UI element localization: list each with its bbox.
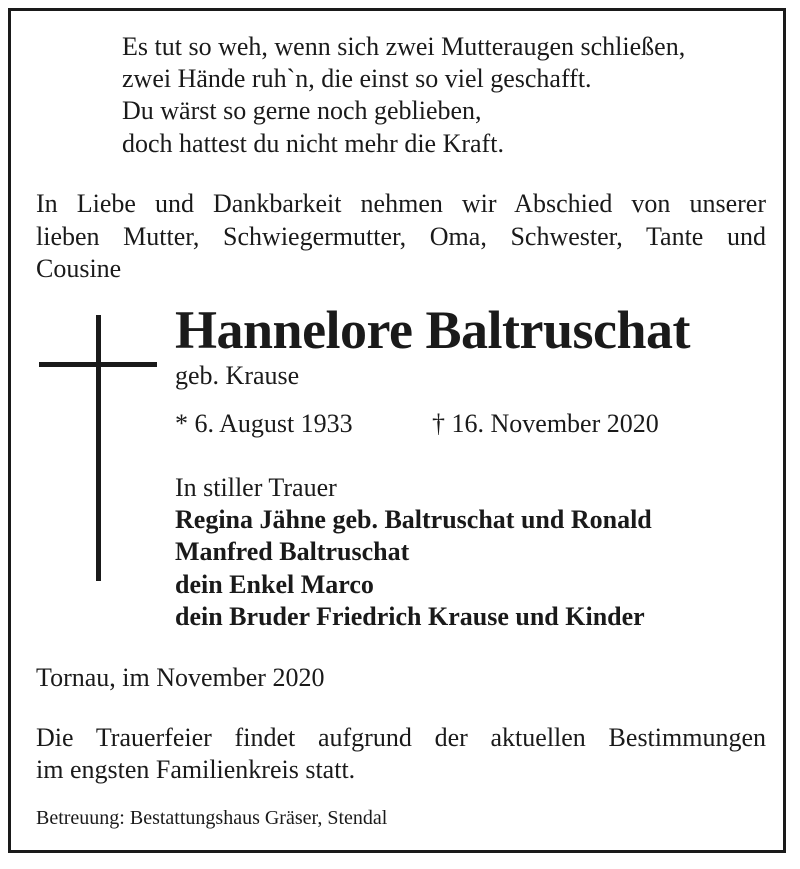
cross-icon-bar [39, 362, 157, 367]
mourner-line: dein Bruder Friedrich Krause und Kinder [175, 602, 645, 631]
place-date: Tornau, im November 2020 [36, 663, 325, 692]
funeral-home: Betreuung: Bestattungshaus Gräser, Stendal [36, 807, 388, 829]
intro-line: Cousine [36, 254, 122, 283]
poem-line: doch hattest du nicht mehr die Kraft. [122, 129, 504, 158]
cross-icon [96, 315, 101, 581]
ceremony-line: Die Trauerfeier findet aufgrund der aktuellen Bestimmungen [36, 723, 766, 752]
deceased-name: Hannelore Baltruschat [175, 300, 690, 360]
ceremony-line: im engsten Familienkreis statt. [36, 755, 356, 784]
birth-date: * 6. August 1933 [175, 409, 353, 438]
mourner-line: Manfred Baltruschat [175, 537, 410, 566]
poem-line: Du wärst so gerne noch geblieben, [122, 96, 482, 125]
mourner-line: dein Enkel Marco [175, 570, 374, 599]
poem-line: zwei Hände ruh`n, die einst so viel geschafft. [122, 64, 592, 93]
mourners-heading: In stiller Trauer [175, 473, 337, 502]
birth-name: geb. Krause [175, 361, 300, 390]
mourner-line: Regina Jähne geb. Baltruschat und Ronald [175, 505, 652, 534]
poem-line: Es tut so weh, wenn sich zwei Mutteraugen schließen, [122, 32, 686, 61]
intro-line: In Liebe und Dankbarkeit nehmen wir Abschied von unserer [36, 189, 766, 218]
intro-line: lieben Mutter, Schwiegermutter, Oma, Schwester, Tante und [36, 222, 766, 251]
death-date: † 16. November 2020 [432, 409, 659, 438]
